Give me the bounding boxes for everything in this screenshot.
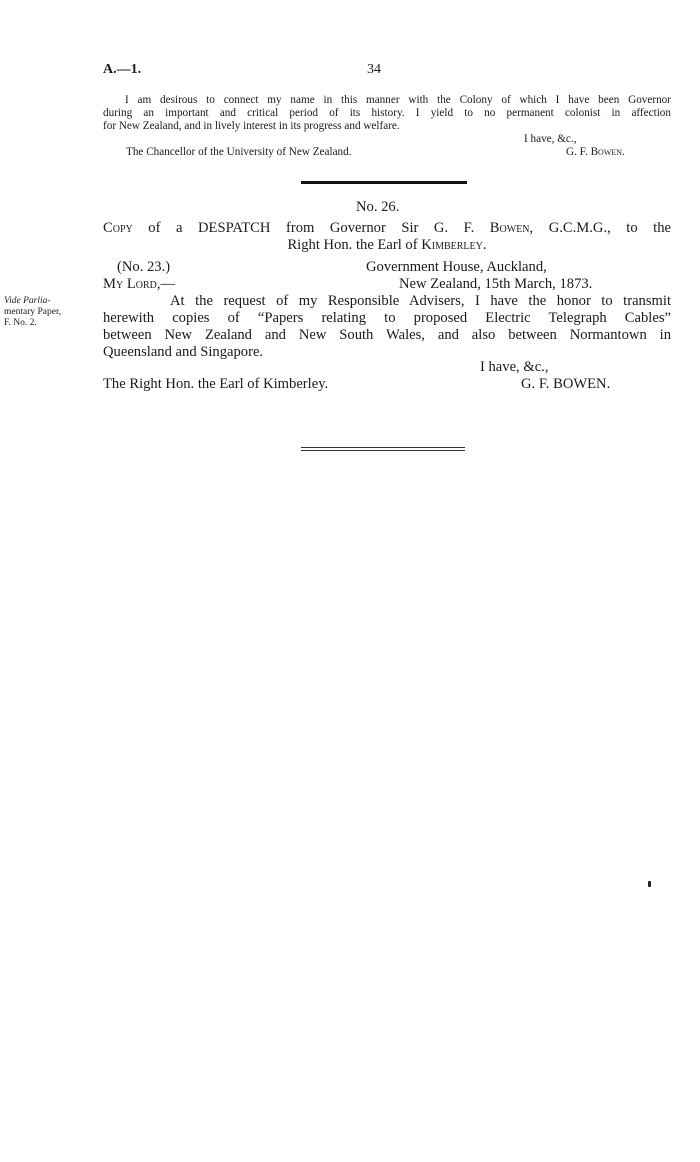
despatch-addressee: The Right Hon. the Earl of Kimberley. <box>103 376 329 392</box>
letter-line: during an important and critical period of its history. I yield to no permanent colonist in affection <box>103 107 671 119</box>
date-line: New Zealand, 15th March, 1873. <box>399 276 593 292</box>
despatch-title-line: Right Hon. the Earl of Kimberley. <box>287 237 487 253</box>
body-line: At the request of my Responsible Advisers, I have the honor to transmit <box>170 293 671 309</box>
location-line: Government House, Auckland, <box>366 259 547 275</box>
end-divider <box>301 447 465 448</box>
letter-closing: I have, &c., <box>524 133 577 145</box>
salutation: My Lord,— <box>103 276 176 292</box>
section-divider <box>301 181 467 184</box>
ink-mark <box>648 881 651 887</box>
letter-line: I am desirous to connect my name in this manner with the Colony of which I have been Governor <box>125 94 671 106</box>
despatch-number: No. 26. <box>356 199 400 215</box>
margin-note: Vide Parlia- mentary Paper, F. No. 2. <box>4 296 62 328</box>
page-number: 34 <box>367 62 381 77</box>
letter-paragraph <box>103 94 671 133</box>
body-line: Queensland and Singapore. <box>103 344 264 360</box>
paper-reference: A.—1. <box>103 62 142 77</box>
letter-line: for New Zealand, and in lively interest in its progress and welfare. <box>103 120 400 132</box>
body-line: herewith copies of “Papers relating to proposed Electric Telegraph Cables” <box>103 310 671 326</box>
despatch-ref-number: (No. 23.) <box>117 259 171 275</box>
despatch-closing: I have, &c., <box>480 359 549 375</box>
body-line: between New Zealand and New South Wales, and also between Normantown in <box>103 327 671 343</box>
despatch-title <box>103 220 671 254</box>
despatch-title-line: Copy of a DESPATCH from Governor Sir G. F. Bowen, G.C.M.G., to the <box>103 220 672 236</box>
end-divider <box>301 450 465 451</box>
letter-signature: G. F. Bowen. <box>566 146 625 158</box>
despatch-body <box>103 293 671 361</box>
letter-addressee: The Chancellor of the University of New Zealand. <box>126 146 352 158</box>
despatch-signature: G. F. BOWEN. <box>521 376 611 392</box>
